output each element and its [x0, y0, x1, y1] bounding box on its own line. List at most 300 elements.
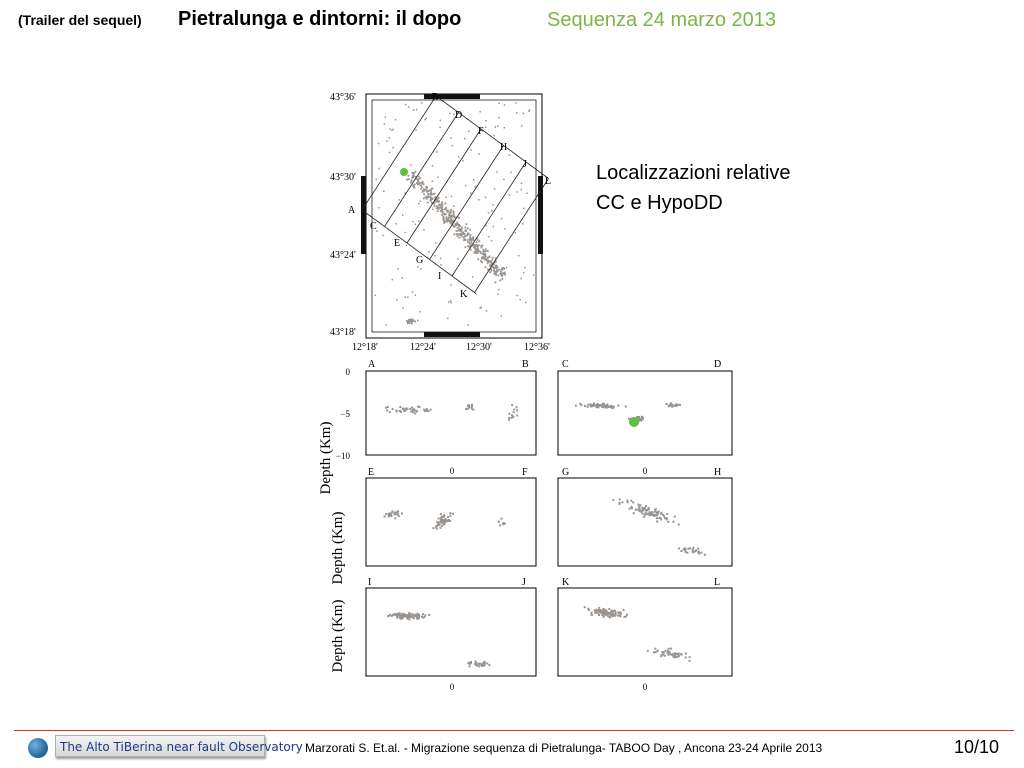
- depth-tick-label: 0: [345, 367, 350, 377]
- event-dot: [591, 612, 593, 614]
- event-dot: [526, 193, 528, 195]
- event-dot: [401, 513, 403, 515]
- event-dot: [501, 275, 503, 277]
- event-dot: [648, 514, 650, 516]
- event-dot: [405, 296, 407, 298]
- section-label-d: D: [455, 110, 463, 121]
- event-dot: [449, 512, 451, 514]
- event-dot: [470, 249, 472, 251]
- event-dot: [674, 516, 676, 518]
- event-dot: [400, 618, 402, 620]
- event-dot: [443, 222, 445, 224]
- event-dot: [455, 230, 457, 232]
- event-dot: [617, 405, 619, 407]
- event-dot: [453, 205, 455, 207]
- event-dot: [629, 508, 631, 510]
- event-dot: [450, 222, 452, 224]
- event-dot: [383, 191, 385, 193]
- event-dot: [458, 230, 460, 232]
- event-dot: [438, 518, 440, 520]
- event-dot: [408, 175, 410, 177]
- event-dot: [408, 106, 410, 108]
- depth-tick-label: −10: [335, 451, 350, 461]
- event-dot: [427, 202, 429, 204]
- lon-label: 12°18': [352, 342, 378, 353]
- event-dot: [700, 552, 702, 554]
- event-dot: [621, 501, 623, 503]
- event-dot: [498, 103, 500, 105]
- event-dot: [434, 255, 436, 257]
- event-dot: [391, 130, 393, 132]
- event-dot: [656, 512, 658, 514]
- event-dot: [459, 228, 461, 230]
- event-dot: [675, 653, 677, 655]
- event-dot: [446, 221, 448, 223]
- event-dot: [410, 182, 412, 184]
- event-dot: [698, 553, 700, 555]
- section-panel-cd: [558, 371, 732, 455]
- event-dot: [484, 254, 486, 256]
- event-dot: [458, 156, 460, 158]
- event-dot: [440, 513, 442, 515]
- event-dot: [417, 320, 419, 322]
- event-dot: [485, 225, 487, 227]
- event-dot: [637, 504, 639, 506]
- map-scale-bar-left: [361, 176, 366, 254]
- footer-citation: Marzorati S. Et.al. - Migrazione sequenza di Pietralunga- TABOO Day , Ancona 23-24 Aprile 2013: [305, 741, 823, 755]
- event-dot: [491, 259, 493, 261]
- event-dot: [591, 614, 593, 616]
- event-dot: [390, 513, 392, 515]
- event-dot: [465, 185, 467, 187]
- event-dot: [664, 655, 666, 657]
- event-dot: [389, 137, 391, 139]
- event-dot: [481, 665, 483, 667]
- section-label-k: K: [460, 289, 468, 300]
- event-dot: [518, 255, 520, 257]
- event-dot: [656, 520, 658, 522]
- event-dot: [481, 258, 483, 260]
- event-dot: [618, 612, 620, 614]
- event-dot: [440, 120, 442, 122]
- event-dot: [478, 199, 480, 201]
- event-dot: [654, 509, 656, 511]
- event-dot: [481, 247, 483, 249]
- event-dot: [666, 518, 668, 520]
- event-dot: [670, 648, 672, 650]
- event-dot: [395, 223, 397, 225]
- event-dot: [441, 209, 443, 211]
- panel-label-right: H: [714, 467, 722, 478]
- event-dot: [642, 513, 644, 515]
- event-dot: [486, 663, 488, 665]
- event-dot: [465, 246, 467, 248]
- event-dot: [501, 273, 503, 275]
- event-dot: [410, 411, 412, 413]
- event-dot: [437, 524, 439, 526]
- event-dot: [415, 616, 417, 618]
- event-dot: [670, 404, 672, 406]
- event-dot: [437, 198, 439, 200]
- panel-label-right: J: [522, 577, 526, 588]
- event-dot: [575, 405, 577, 407]
- section-label-i: I: [438, 271, 442, 282]
- event-dot: [508, 419, 510, 421]
- event-dot: [500, 518, 502, 520]
- event-dot: [441, 525, 443, 527]
- event-dot: [656, 517, 658, 519]
- event-dot: [407, 297, 409, 299]
- lon-label: 12°36': [524, 342, 550, 353]
- event-dot: [375, 295, 377, 297]
- event-dot: [439, 523, 441, 525]
- event-dot: [376, 179, 378, 181]
- event-dot: [672, 521, 674, 523]
- event-dot: [437, 210, 439, 212]
- event-dot: [658, 517, 660, 519]
- event-dot: [478, 663, 480, 665]
- event-dot: [618, 615, 620, 617]
- page-number: 10/10: [954, 737, 1000, 757]
- event-dot: [399, 410, 401, 412]
- event-dot: [673, 653, 675, 655]
- event-dot: [599, 405, 601, 407]
- event-dot: [642, 507, 644, 509]
- panel-label-right: L: [714, 577, 721, 588]
- event-dot: [494, 188, 496, 190]
- mainshock-marker: [400, 168, 408, 176]
- event-dot: [499, 280, 501, 282]
- event-dot: [477, 258, 479, 260]
- event-dot: [452, 145, 454, 147]
- event-dot: [606, 406, 608, 408]
- event-dot: [388, 615, 390, 617]
- event-dot: [478, 240, 480, 242]
- event-dot: [386, 141, 388, 143]
- event-dot: [395, 409, 397, 411]
- event-dot: [604, 405, 606, 407]
- event-dot: [475, 186, 477, 188]
- footer-divider: [14, 730, 1014, 731]
- event-dot: [392, 147, 394, 149]
- event-dot: [426, 191, 428, 193]
- event-dot: [420, 268, 422, 270]
- event-dot: [402, 214, 404, 216]
- event-dot: [453, 226, 455, 228]
- event-dot: [473, 179, 475, 181]
- lat-label: 43°24': [330, 250, 356, 261]
- event-dot: [666, 513, 668, 515]
- event-dot: [418, 203, 420, 205]
- event-dot: [452, 513, 454, 515]
- event-dot: [488, 664, 490, 666]
- event-dot: [448, 301, 450, 303]
- section-label-b: B: [432, 92, 439, 103]
- event-dot: [417, 266, 419, 268]
- event-dot: [405, 104, 407, 106]
- event-dot: [647, 509, 649, 511]
- event-dot: [474, 252, 476, 254]
- event-dot: [495, 265, 497, 267]
- event-dot: [519, 299, 521, 301]
- event-dot: [401, 277, 403, 279]
- event-dot: [493, 269, 495, 271]
- event-dot: [408, 178, 410, 180]
- event-dot: [654, 515, 656, 517]
- event-dot: [501, 315, 503, 317]
- event-dot: [415, 295, 417, 297]
- event-dot: [386, 409, 388, 411]
- event-dot: [667, 652, 669, 654]
- event-dot: [504, 274, 506, 276]
- event-dot: [468, 131, 470, 133]
- panel-label-right: F: [522, 467, 528, 478]
- event-dot: [433, 527, 435, 529]
- event-dot: [605, 611, 607, 613]
- event-dot: [515, 232, 517, 234]
- event-dot: [411, 180, 413, 182]
- event-dot: [495, 281, 497, 283]
- event-dot: [489, 256, 491, 258]
- taboo-logo: The Alto TiBerina near fault Observatory: [55, 735, 265, 757]
- event-dot: [480, 252, 482, 254]
- depth-axis-label: Depth (Km): [330, 599, 346, 673]
- event-dot: [687, 552, 689, 554]
- event-dot: [399, 406, 401, 408]
- event-dot: [657, 650, 659, 652]
- event-dot: [444, 522, 446, 524]
- event-dot: [445, 197, 447, 199]
- event-dot: [446, 219, 448, 221]
- event-dot: [680, 653, 682, 655]
- distance-zero-tick: 0: [642, 466, 648, 476]
- event-dot: [391, 615, 393, 617]
- event-dot: [498, 117, 500, 119]
- event-dot: [504, 127, 506, 129]
- event-dot: [378, 168, 380, 170]
- event-dot: [416, 410, 418, 412]
- distance-zero-tick: 0: [449, 466, 455, 476]
- slide-title: Pietralunga e dintorni: il dopo: [178, 8, 462, 30]
- event-dot: [485, 197, 487, 199]
- event-dot: [440, 518, 442, 520]
- event-dot: [444, 214, 446, 216]
- event-dot: [472, 409, 474, 411]
- event-dot: [442, 211, 444, 213]
- event-dot: [436, 151, 438, 153]
- event-dot: [587, 608, 589, 610]
- event-dot: [610, 611, 612, 613]
- event-dot: [685, 657, 687, 659]
- event-dot: [481, 307, 483, 309]
- event-dot: [386, 324, 388, 326]
- event-dot: [461, 227, 463, 229]
- event-dot: [417, 179, 419, 181]
- event-dot: [604, 609, 606, 611]
- event-dot: [636, 416, 638, 418]
- event-dot: [521, 278, 523, 280]
- event-dot: [603, 616, 605, 618]
- event-dot: [635, 509, 637, 511]
- depth-sections: [318, 359, 732, 692]
- event-dot: [426, 409, 428, 411]
- event-dot: [471, 405, 473, 407]
- event-dot: [412, 411, 414, 413]
- event-dot: [497, 275, 499, 277]
- event-dot: [389, 128, 391, 130]
- event-dot: [587, 406, 589, 408]
- event-dot: [414, 321, 416, 323]
- event-dot: [419, 182, 421, 184]
- event-dot: [399, 614, 401, 616]
- event-dot: [438, 522, 440, 524]
- event-dot: [470, 192, 472, 194]
- event-dot: [644, 514, 646, 516]
- event-dot: [693, 547, 695, 549]
- event-dot: [521, 183, 523, 185]
- event-dot: [599, 611, 601, 613]
- event-dot: [422, 181, 424, 183]
- event-dot: [406, 179, 408, 181]
- event-dot: [639, 510, 641, 512]
- event-dot: [385, 407, 387, 409]
- event-dot: [475, 660, 477, 662]
- event-dot: [421, 187, 423, 189]
- event-dot: [412, 291, 414, 293]
- event-dot: [470, 150, 472, 152]
- event-dot: [511, 414, 513, 416]
- event-dot: [395, 119, 397, 121]
- sequence-date: Sequenza 24 marzo 2013: [547, 9, 777, 31]
- event-dot: [423, 198, 425, 200]
- event-dot: [651, 511, 653, 513]
- event-dot: [664, 650, 666, 652]
- event-dot: [414, 184, 416, 186]
- event-dot: [638, 418, 640, 420]
- event-dot: [474, 246, 476, 248]
- event-dot: [675, 405, 677, 407]
- event-dot: [523, 208, 525, 210]
- event-dot: [475, 664, 477, 666]
- event-dot: [388, 516, 390, 518]
- event-dot: [449, 213, 451, 215]
- event-dot: [412, 615, 414, 617]
- event-dot: [511, 417, 513, 419]
- event-dot: [427, 193, 429, 195]
- event-dot: [662, 651, 664, 653]
- event-dot: [467, 228, 469, 230]
- event-dot: [669, 653, 671, 655]
- event-dot: [395, 613, 397, 615]
- event-dot: [432, 193, 434, 195]
- section-label-l: L: [545, 176, 552, 187]
- event-dot: [623, 609, 625, 611]
- event-dot: [450, 219, 452, 221]
- depth-axis-label: Depth (Km): [318, 421, 334, 495]
- event-dot: [425, 118, 427, 120]
- event-dot: [407, 321, 409, 323]
- event-dot: [597, 403, 599, 405]
- event-dot: [579, 403, 581, 405]
- event-dot: [631, 506, 633, 508]
- event-dot: [434, 205, 436, 207]
- event-dot: [516, 409, 518, 411]
- section-label-e: E: [394, 238, 401, 249]
- event-dot: [421, 183, 423, 185]
- event-dot: [436, 528, 438, 530]
- event-dot: [598, 614, 600, 616]
- event-dot: [378, 143, 380, 145]
- event-dot: [402, 307, 404, 309]
- event-dot: [614, 610, 616, 612]
- event-dot: [450, 515, 452, 517]
- section-label-j: J: [523, 159, 527, 170]
- event-dot: [396, 514, 398, 516]
- event-dot: [396, 299, 398, 301]
- event-dot: [423, 229, 425, 231]
- event-dot: [668, 405, 670, 407]
- lat-label: 43°18': [330, 327, 356, 338]
- event-dot: [457, 258, 459, 260]
- event-dot: [506, 267, 508, 269]
- event-dot: [464, 230, 466, 232]
- event-dot: [414, 413, 416, 415]
- event-dot: [397, 268, 399, 270]
- event-dot: [441, 203, 443, 205]
- event-dot: [389, 152, 391, 154]
- event-dot: [489, 271, 491, 273]
- figure-svg: [300, 88, 760, 692]
- event-dot: [443, 216, 445, 218]
- event-dot: [496, 171, 498, 173]
- event-dot: [679, 404, 681, 406]
- event-dot: [447, 210, 449, 212]
- event-dot: [485, 127, 487, 129]
- panel-label-right: B: [522, 359, 529, 370]
- event-dot: [479, 111, 481, 113]
- event-dot: [467, 245, 469, 247]
- event-dot: [458, 217, 460, 219]
- event-dot: [417, 182, 419, 184]
- event-dot: [497, 267, 499, 269]
- event-dot: [466, 234, 468, 236]
- event-dot: [439, 127, 441, 129]
- event-dot: [478, 153, 480, 155]
- event-dot: [496, 270, 498, 272]
- event-dot: [453, 213, 455, 215]
- event-dot: [427, 197, 429, 199]
- lon-label: 12°30': [466, 342, 492, 353]
- event-dot: [448, 214, 450, 216]
- event-dot: [439, 527, 441, 529]
- event-dot: [397, 615, 399, 617]
- panel-label-left: A: [368, 359, 376, 370]
- event-dot: [413, 186, 415, 188]
- event-dot: [394, 517, 396, 519]
- event-dot: [498, 289, 500, 291]
- event-dot: [591, 404, 593, 406]
- event-dot: [483, 662, 485, 664]
- event-dot: [467, 233, 469, 235]
- event-dot: [470, 662, 472, 664]
- event-dot: [432, 209, 434, 211]
- event-dot: [513, 411, 515, 413]
- event-dot: [639, 506, 641, 508]
- event-dot: [471, 238, 473, 240]
- event-dot: [476, 251, 478, 253]
- event-dot: [493, 135, 495, 137]
- side-caption-line2: CC e HypoDD: [596, 192, 723, 214]
